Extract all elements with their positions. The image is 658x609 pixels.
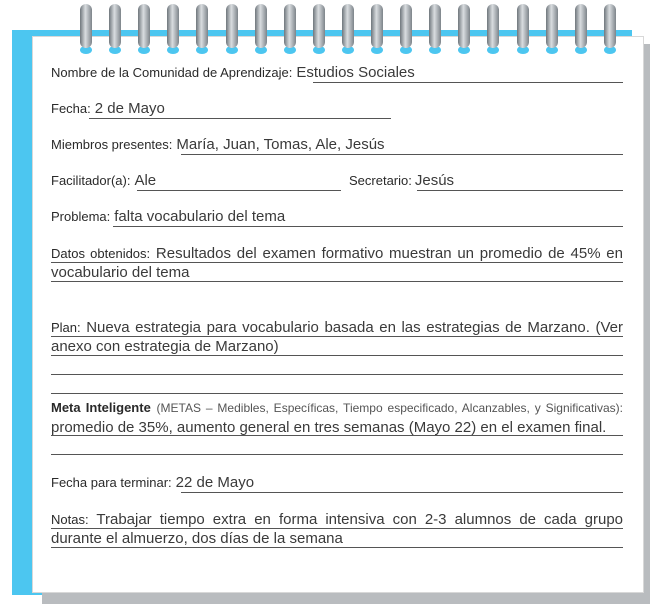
spiral-ring-icon [456,2,472,54]
problem-underline [113,226,623,227]
goal-hint: (METAS – Medibles, Específicas, Tiempo especificado, Alcanzables, y Significativas): [156,401,623,415]
plan-underline-1 [51,336,623,337]
spiral-ring-icon [398,2,414,54]
spiral-ring-icon [194,2,210,54]
problem-value: falta vocabulario del tema [114,208,286,225]
plan-value: Nueva estrategia para vocabulario basada en las estrategias de Marzano. (Ver anexo con estrategia de Marzano) [51,319,624,355]
date-underline [89,118,391,119]
roles-row [51,172,623,192]
end-date-value: 22 de Mayo [175,474,255,491]
spiral-ring-icon [485,2,501,54]
spiral-ring-icon [107,2,123,54]
plan-row [51,318,623,396]
end-date-underline [181,492,623,493]
community-row [51,64,623,84]
plan-underline-4 [51,393,623,394]
notes-underline-2 [51,547,623,548]
secretary-label: Secretario: [349,173,412,188]
facilitator-value: Ale [134,172,157,189]
end-date-row [51,474,623,494]
problem-label: Problema: [51,209,111,224]
plan-underline-2 [51,355,623,356]
spiral-ring-icon [224,2,240,54]
members-label: Miembros presentes: [51,137,173,152]
notes-underline-1 [51,528,623,529]
end-date-label: Fecha para terminar: [51,475,172,490]
spiral-ring-icon [165,2,181,54]
data-row [51,244,623,284]
goal-underline-1 [51,435,623,436]
members-underline [181,154,623,155]
notes-value: Trabajar tiempo extra en forma intensiva con 2-3 alumnos de cada grupo durante el almuerzo, dos días de la semana [51,511,624,547]
community-value: Estudios Sociales [296,64,415,81]
spiral-ring-icon [340,2,356,54]
spiral-binding [0,0,658,60]
community-underline [313,82,623,83]
data-underline-1 [51,262,623,263]
spiral-ring-icon [78,2,94,54]
date-value: 2 de Mayo [94,100,165,117]
spiral-ring-icon [311,2,327,54]
spiral-ring-icon [602,2,618,54]
meeting-form [51,64,623,550]
date-row [51,100,623,120]
spiral-ring-icon [515,2,531,54]
facilitator-label: Facilitador(a): [51,173,131,188]
spiral-ring-icon [573,2,589,54]
plan-underline-3 [51,374,623,375]
plan-label: Plan: [51,320,81,335]
date-label: Fecha: [51,101,91,116]
goal-label: Meta Inteligente [51,400,151,415]
spiral-ring-icon [544,2,560,54]
spiral-ring-icon [136,2,152,54]
goal-underline-2 [51,454,623,455]
secretary-value: Jesús [414,172,455,189]
spiral-ring-icon [282,2,298,54]
data-value: Resultados del examen formativo muestran un promedio de 45% en vocabulario del tema [51,245,623,281]
members-value: María, Juan, Tomas, Ale, Jesús [176,136,385,153]
goal-value: promedio de 35%, aumento general en tres semanas (Mayo 22) en el examen final. [51,419,607,436]
community-label: Nombre de la Comunidad de Aprendizaje: [51,65,293,80]
secretary-underline [417,190,623,191]
goal-row [51,398,623,458]
notes-row [51,510,623,550]
data-label: Datos obtenidos: [51,246,151,261]
members-row [51,136,623,156]
spiral-ring-icon [253,2,269,54]
spiral-ring-icon [427,2,443,54]
data-underline-2 [51,281,623,282]
problem-row [51,208,623,228]
spiral-ring-icon [369,2,385,54]
facilitator-underline [137,190,341,191]
notes-label: Notas: [51,512,89,527]
